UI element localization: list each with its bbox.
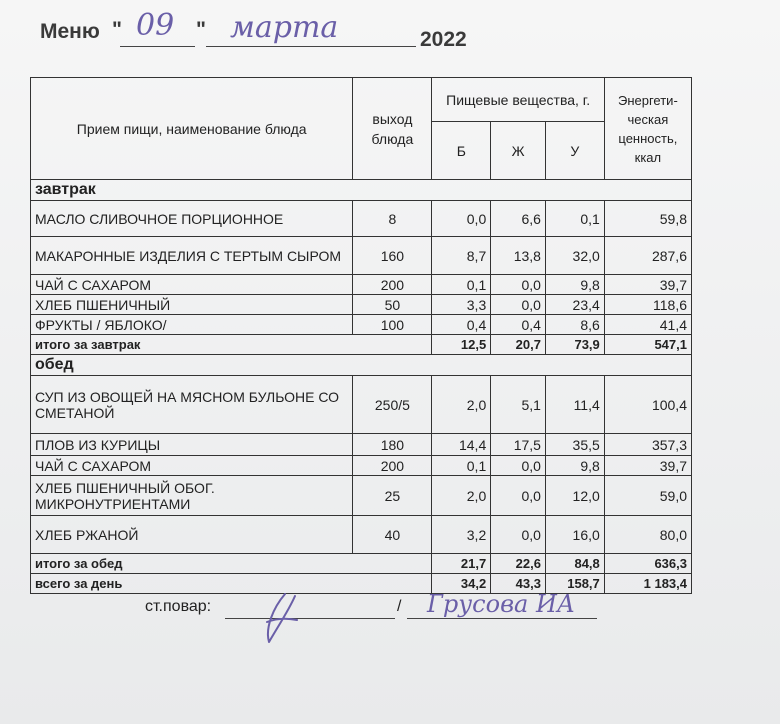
dish-output: 40 (353, 516, 432, 554)
dish-output: 250/5 (353, 376, 432, 434)
dish-name: ФРУКТЫ / ЯБЛОКО/ (31, 315, 353, 335)
dish-name: МАСЛО СЛИВОЧНОЕ ПОРЦИОННОЕ (31, 201, 353, 237)
dish-output: 160 (353, 237, 432, 275)
dish-kcal: 39,7 (604, 456, 691, 476)
dish-protein: 0,1 (432, 275, 491, 295)
dish-kcal: 59,0 (604, 476, 691, 516)
dish-name: ЧАЙ С САХАРОМ (31, 275, 353, 295)
day-underline (120, 46, 195, 47)
dish-carbs: 23,4 (545, 295, 604, 315)
total-label: итого за завтрак (31, 335, 432, 355)
dish-fat: 0,0 (491, 295, 546, 315)
dish-output: 180 (353, 434, 432, 456)
chef-signature-block (145, 590, 665, 656)
total-kcal: 636,3 (604, 554, 691, 574)
dish-protein: 0,0 (432, 201, 491, 237)
total-label: всего за день (31, 574, 432, 594)
year-label: 2022 (420, 28, 467, 51)
handwritten-day: 09 (136, 8, 175, 43)
total-carbs: 84,8 (545, 554, 604, 574)
dish-carbs: 9,8 (545, 456, 604, 476)
section-title: завтрак (31, 180, 692, 201)
menu-table (30, 77, 692, 594)
total-fat: 43,3 (491, 574, 546, 594)
total-protein: 12,5 (432, 335, 491, 355)
chef-signature-mark (255, 588, 315, 648)
total-carbs: 158,7 (545, 574, 604, 594)
dish-protein: 14,4 (432, 434, 491, 456)
close-quote: " (196, 18, 206, 41)
dish-fat: 0,0 (491, 275, 546, 295)
dish-output: 200 (353, 456, 432, 476)
col-energy-header: Энергети-ческая ценность, ккал (604, 78, 691, 180)
dish-fat: 0,0 (491, 476, 546, 516)
dish-fat: 0,0 (491, 456, 546, 476)
total-fat: 20,7 (491, 335, 546, 355)
dish-kcal: 39,7 (604, 275, 691, 295)
dish-carbs: 8,6 (545, 315, 604, 335)
dish-fat: 0,4 (491, 315, 546, 335)
dish-carbs: 0,1 (545, 201, 604, 237)
dish-fat: 13,8 (491, 237, 546, 275)
dish-output: 50 (353, 295, 432, 315)
dish-carbs: 35,5 (545, 434, 604, 456)
header-row-1 (31, 78, 692, 122)
month-underline (206, 46, 416, 47)
table-row (31, 516, 692, 554)
dish-output: 8 (353, 201, 432, 237)
table-row (31, 315, 692, 335)
dish-kcal: 100,4 (604, 376, 691, 434)
open-quote: " (112, 18, 122, 41)
dish-carbs: 9,8 (545, 275, 604, 295)
dish-name: ХЛЕБ ПШЕНИЧНЫЙ ОБОГ. МИКРОНУТРИЕНТАМИ (31, 476, 353, 516)
table-row (31, 295, 692, 315)
total-kcal: 547,1 (604, 335, 691, 355)
dish-carbs: 12,0 (545, 476, 604, 516)
dish-protein: 3,2 (432, 516, 491, 554)
dish-fat: 5,1 (491, 376, 546, 434)
total-carbs: 73,9 (545, 335, 604, 355)
dish-carbs: 32,0 (545, 237, 604, 275)
dish-output: 200 (353, 275, 432, 295)
dish-name: ЧАЙ С САХАРОМ (31, 456, 353, 476)
col-nutrients-header: Пищевые вещества, г. (432, 78, 604, 122)
dish-protein: 0,1 (432, 456, 491, 476)
dish-kcal: 41,4 (604, 315, 691, 335)
total-protein: 34,2 (432, 574, 491, 594)
dish-protein: 2,0 (432, 376, 491, 434)
menu-label: Меню (40, 20, 100, 43)
table-row (31, 201, 692, 237)
col-name-header: Прием пищи, наименование блюда (31, 78, 353, 180)
dish-fat: 17,5 (491, 434, 546, 456)
dish-fat: 6,6 (491, 201, 546, 237)
dish-name: МАКАРОННЫЕ ИЗДЕЛИЯ С ТЕРТЫМ СЫРОМ (31, 237, 353, 275)
dish-protein: 8,7 (432, 237, 491, 275)
table-row (31, 237, 692, 275)
dish-carbs: 16,0 (545, 516, 604, 554)
table-row (31, 456, 692, 476)
table-row (31, 476, 692, 516)
handwritten-month: марта (230, 10, 339, 45)
dish-name: ПЛОВ ИЗ КУРИЦЫ (31, 434, 353, 456)
dish-output: 25 (353, 476, 432, 516)
table-row (31, 376, 692, 434)
name-underline (407, 618, 597, 619)
col-b-header: Б (432, 122, 491, 180)
dish-protein: 0,4 (432, 315, 491, 335)
dish-carbs: 11,4 (545, 376, 604, 434)
col-zh-header: Ж (491, 122, 546, 180)
dish-kcal: 357,3 (604, 434, 691, 456)
col-output-header: выход блюда (353, 78, 432, 180)
section-breakfast (31, 180, 692, 201)
handwritten-chef-name: Грусова ИА (427, 590, 576, 618)
dish-output: 100 (353, 315, 432, 335)
table-row (31, 434, 692, 456)
breakfast-total-row (31, 335, 692, 355)
section-lunch (31, 355, 692, 376)
total-fat: 22,6 (491, 554, 546, 574)
day-total-row (31, 574, 692, 594)
dish-kcal: 80,0 (604, 516, 691, 554)
total-label: итого за обед (31, 554, 432, 574)
dish-kcal: 287,6 (604, 237, 691, 275)
dish-kcal: 118,6 (604, 295, 691, 315)
chef-label: ст.повар: (145, 598, 212, 615)
table-row (31, 275, 692, 295)
dish-name: ХЛЕБ ПШЕНИЧНЫЙ (31, 295, 353, 315)
lunch-total-row (31, 554, 692, 574)
dish-protein: 2,0 (432, 476, 491, 516)
col-u-header: У (545, 122, 604, 180)
signature-separator: / (397, 598, 402, 615)
menu-header (40, 8, 740, 64)
dish-kcal: 59,8 (604, 201, 691, 237)
total-protein: 21,7 (432, 554, 491, 574)
dish-name: ХЛЕБ РЖАНОЙ (31, 516, 353, 554)
dish-protein: 3,3 (432, 295, 491, 315)
dish-fat: 0,0 (491, 516, 546, 554)
total-kcal: 1 183,4 (604, 574, 691, 594)
dish-name: СУП ИЗ ОВОЩЕЙ НА МЯСНОМ БУЛЬОНЕ СО СМЕТАНОЙ (31, 376, 353, 434)
section-title: обед (31, 355, 692, 376)
